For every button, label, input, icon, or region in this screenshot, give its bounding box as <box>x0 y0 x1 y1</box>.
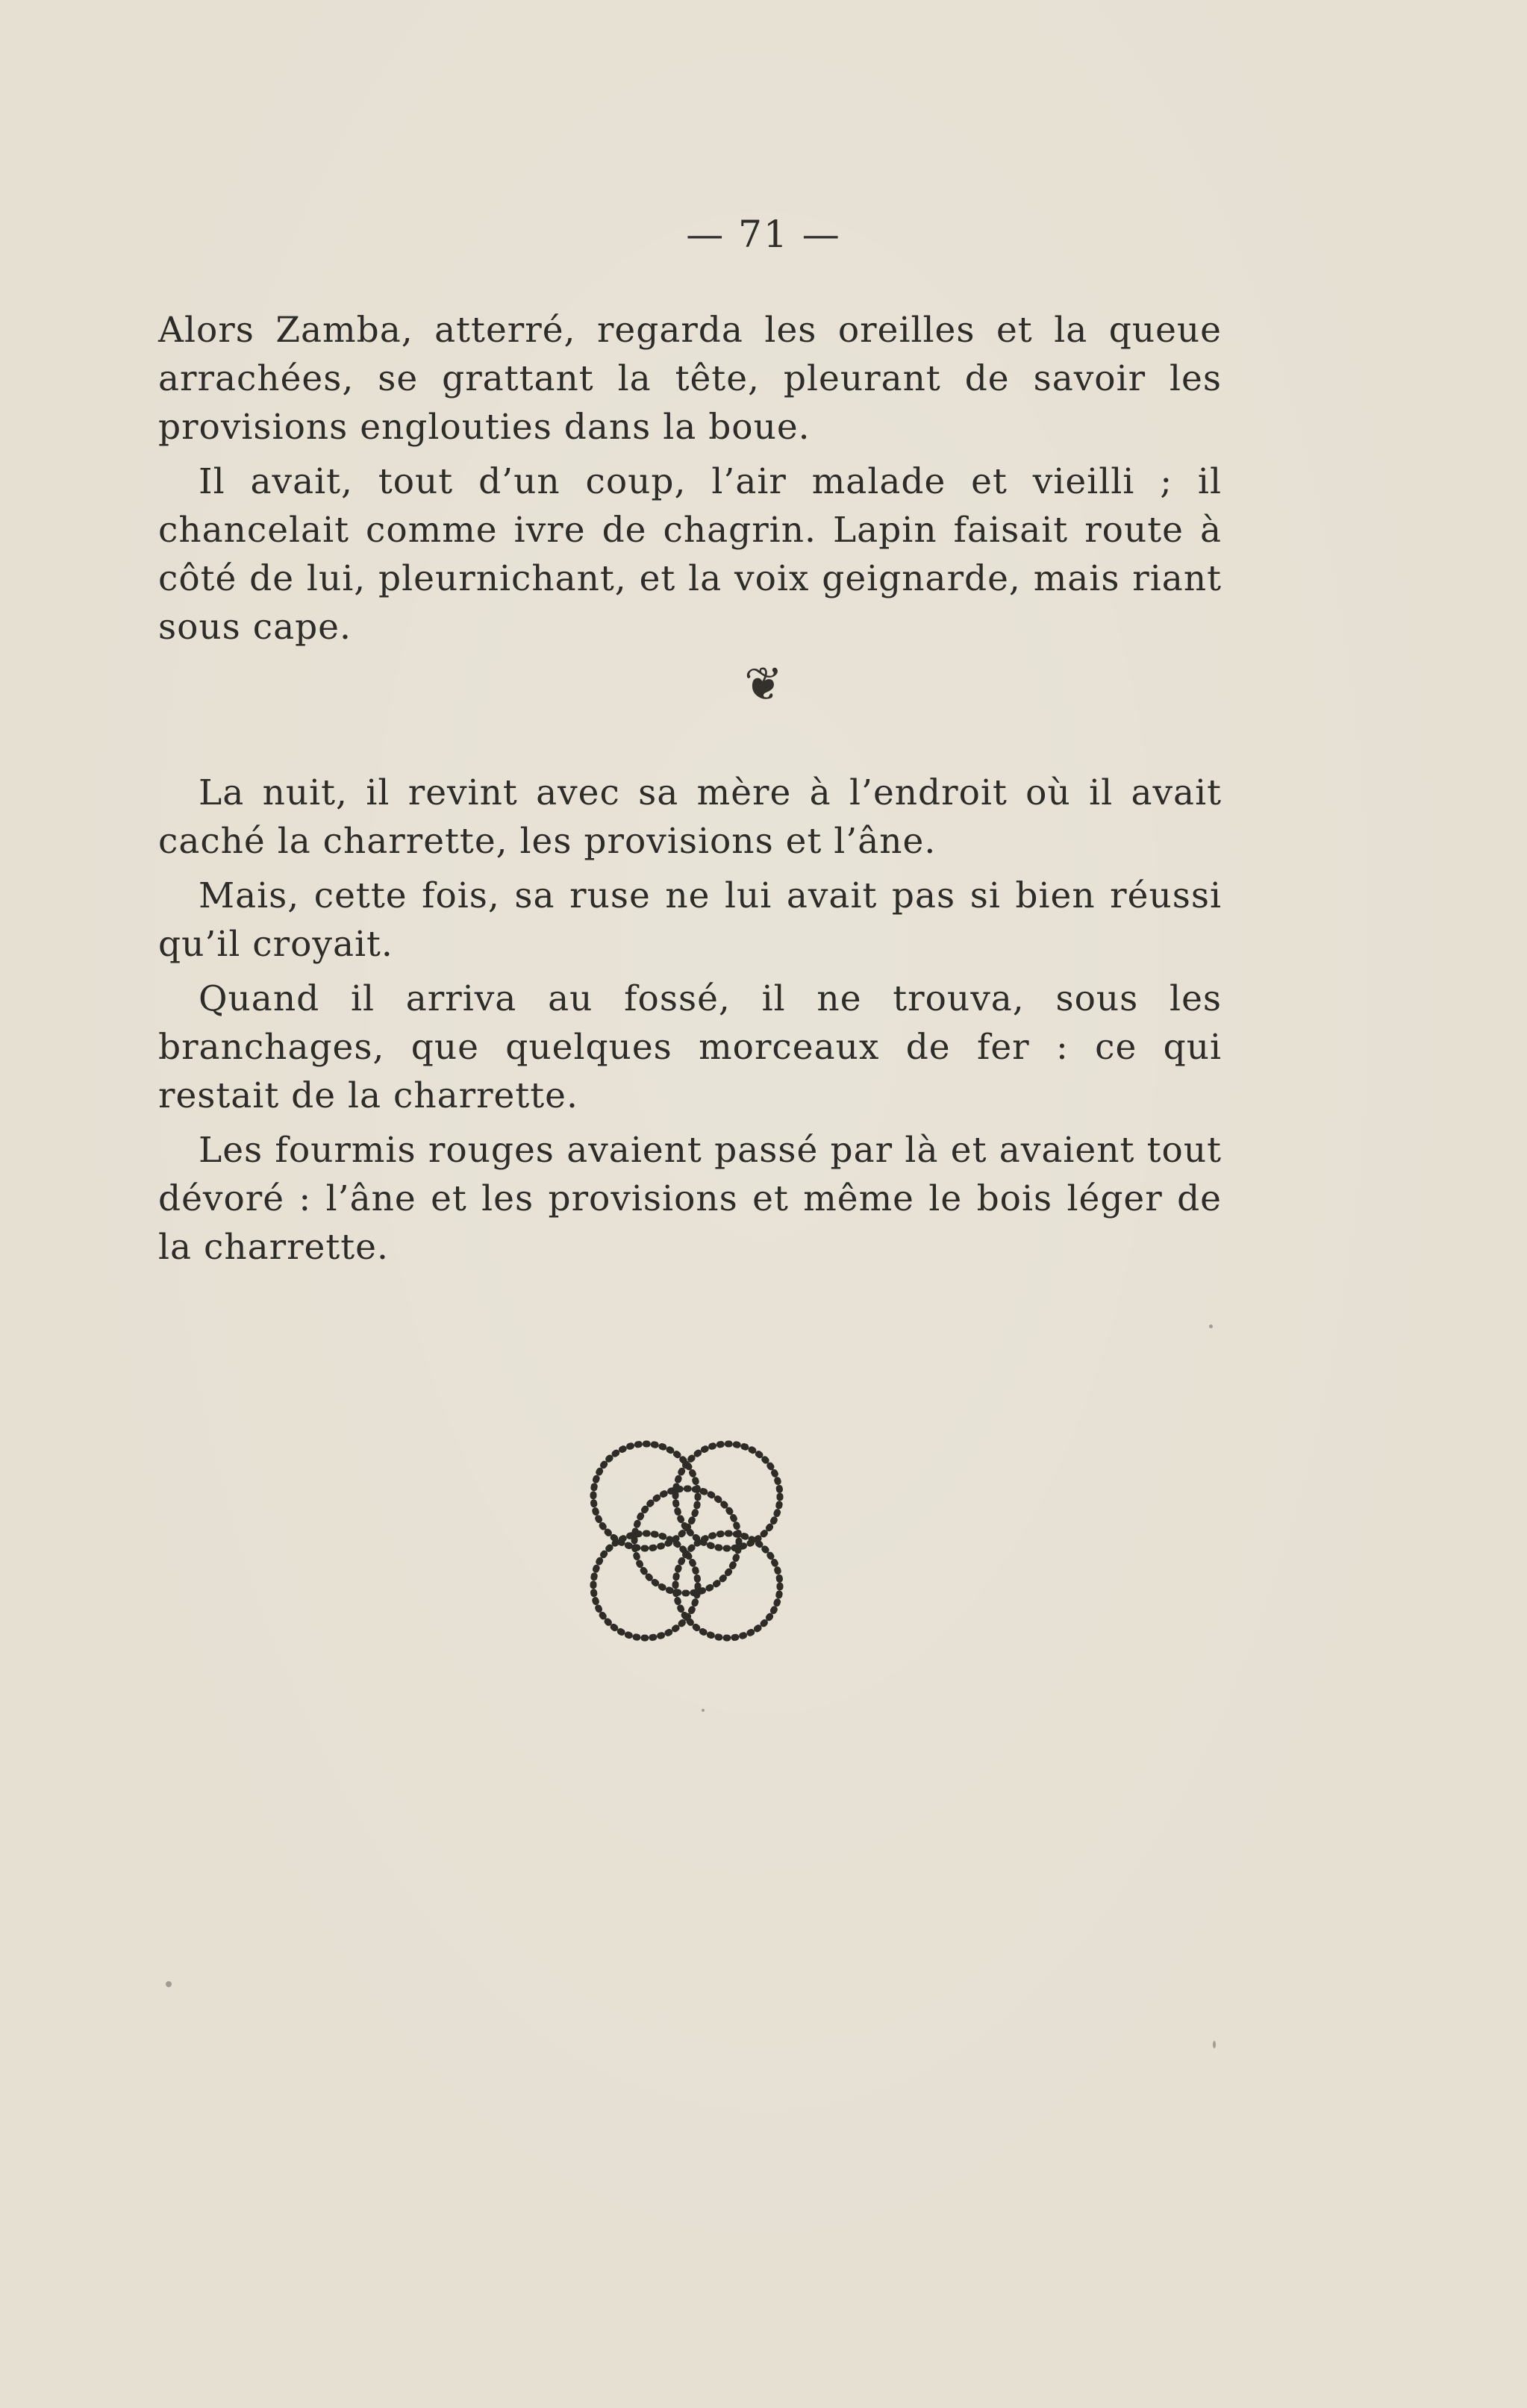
paper-speck <box>166 1981 172 1987</box>
paragraph: Mais, cette fois, sa ruse ne lui avait pas si bien réussi qu’il croyait. <box>158 875 1222 965</box>
paper-speck <box>1213 2041 1216 2048</box>
paper-speck <box>702 1709 705 1712</box>
interlaced-rings-ornament-icon <box>575 1436 799 1660</box>
paragraph: Il avait, tout d’un coup, l’air malade et vieilli ; il chancelait comme ivre de chagrin. Lapin faisait route à côté de lui, pleurnichant, et la voix geignarde, mais riant sous cape. <box>158 461 1222 648</box>
paper-speck <box>1209 1325 1213 1328</box>
page-number: — 71 — <box>686 213 841 256</box>
paragraph: Alors Zamba, atterré, regarda les oreilles et la queue arrachées, se grattant la tête, pleurant de savoir les provisions englouties dans la boue. <box>158 310 1222 448</box>
paragraph: Les fourmis rouges avaient passé par là et avaient tout dévoré : l’âne et les provisions et même le bois léger de la charrette. <box>158 1130 1222 1268</box>
paragraph: La nuit, il revint avec sa mère à l’endroit où il avait caché la charrette, les provisions et l’âne. <box>158 772 1222 862</box>
paragraph: Quand il arriva au fossé, il ne trouva, sous les branchages, que quelques morceaux de fer : ce qui restait de la charrette. <box>158 978 1222 1116</box>
text-section-1 <box>158 306 1222 651</box>
text-section-2 <box>158 769 1222 1272</box>
fleuron-ornament-icon: ❦ <box>744 657 783 711</box>
